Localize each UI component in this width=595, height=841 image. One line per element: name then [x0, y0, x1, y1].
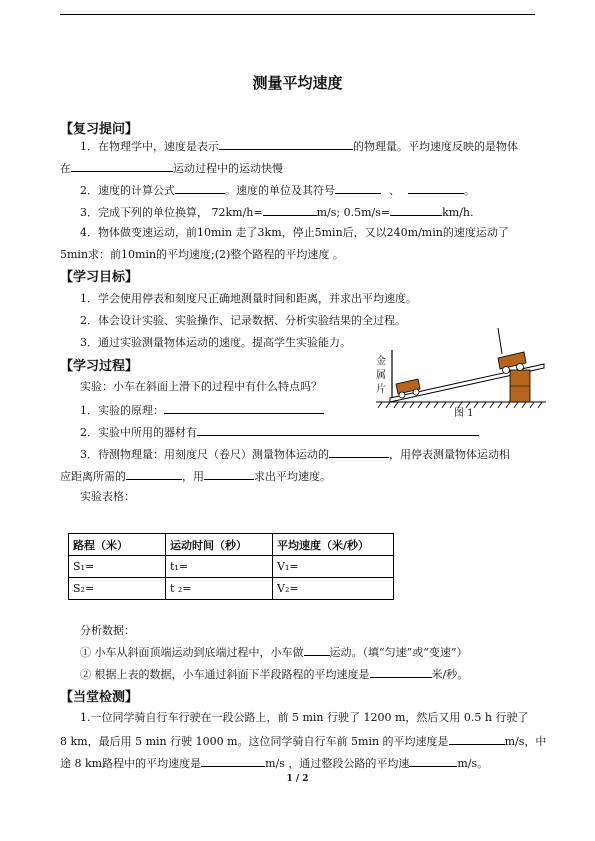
answer-blank[interactable] — [390, 204, 442, 216]
review-q1-text-c: 在 — [60, 162, 71, 175]
process-p2-text: 2．实验中所用的器材有 — [80, 426, 197, 439]
answer-blank[interactable] — [335, 182, 381, 194]
incline-figure — [368, 320, 548, 412]
answer-blank[interactable] — [263, 204, 317, 216]
table-cell[interactable]: S₂= — [69, 578, 166, 600]
experiment-table — [68, 533, 394, 600]
analysis-q1-text-a: ① 小车从斜面顶端运动到底端过程中，小车做 — [80, 646, 304, 659]
goal-item-3: 3．通过实验测量物体运动的速度。提高学生实验能力。 — [80, 336, 351, 349]
analysis-q1-line — [80, 644, 468, 660]
process-p3-line1 — [80, 446, 510, 462]
review-q4-line2: 5min求：前10min的平均速度;(2)整个路程的平均速度 。 — [60, 248, 344, 261]
answer-blank[interactable] — [201, 755, 265, 767]
answer-blank[interactable] — [219, 138, 353, 150]
answer-blank[interactable] — [197, 424, 479, 436]
figure-label-shu: 属 — [376, 370, 386, 381]
table-cell[interactable]: V₂= — [273, 578, 394, 600]
review-q1-text-a: 1．在物理学中，速度是表示 — [80, 140, 219, 153]
process-p3-text-b: ，用停表测量物体运动相 — [389, 448, 510, 461]
review-q4-line1: 4．物体做变速运动，前10min 走了3km，停止5min后，又以240m/min的速度运动了 — [80, 226, 509, 239]
section-goals-heading: 【学习目标】 — [60, 270, 139, 285]
process-p2-line — [80, 424, 479, 440]
review-q2-text-b: 。速度的单位及其符号 — [225, 184, 335, 197]
page-number: 1 / 2 — [286, 774, 309, 784]
section-check-heading: 【当堂检测】 — [60, 690, 139, 705]
table-header-time: 运动时间（秒） — [166, 534, 273, 556]
figure-label-jin: 金 — [376, 356, 386, 367]
check-q1-text-b: m/s，中 — [504, 735, 547, 748]
answer-blank[interactable] — [449, 733, 505, 745]
check-q1-line1: 1.一位同学骑自行车行驶在一段公路上，前 5 min 行驶了 1200 m，然后又用 0.5 h 行驶了 — [80, 711, 529, 724]
answer-blank[interactable] — [126, 468, 182, 480]
table-cell[interactable]: S₁= — [69, 556, 166, 578]
review-q3-text-b: m/s; 0.5m/s= — [316, 206, 391, 219]
review-q1-line1 — [80, 138, 518, 154]
review-q2-text-c: 、 — [389, 184, 400, 197]
check-q1-text-a: 8 km，最后用 5 min 行驶 1000 m。这位同学骑自行车前 5min 的平均速度是 — [60, 735, 449, 748]
goal-item-1: 1．学会使用停表和刻度尺正确地测量时间和距离，并求出平均速度。 — [80, 292, 417, 305]
process-p1-text: 1．实验的原理： — [80, 404, 164, 417]
answer-blank[interactable] — [204, 468, 254, 480]
table-row — [69, 578, 394, 600]
check-q1-text-d: m/s ，通过整段公路的平均速 — [265, 757, 410, 770]
table-cell[interactable]: V₁= — [273, 556, 394, 578]
review-q2-text-d: 。 — [464, 184, 475, 197]
review-q2-text-a: 2．速度的计算公式 — [80, 184, 175, 197]
answer-blank[interactable] — [71, 160, 173, 172]
check-q1-text-c: 途 8 km路程中的平均速度是 — [60, 757, 202, 770]
analysis-q2-text-b: 米/秒。 — [431, 668, 469, 681]
figure-caption: 图 1 — [454, 408, 474, 419]
review-q1-text-b: 的物理量。平均速度反映的是物体 — [353, 140, 518, 153]
check-q1-text-e: m/s。 — [457, 757, 489, 770]
table-label: 实验表格： — [80, 490, 135, 503]
answer-blank[interactable] — [175, 182, 225, 194]
process-p3-text-e: 求出平均速度。 — [254, 470, 331, 483]
goal-item-2: 2．体会设计实验、实验操作、记录数据、分析实验结果的全过程。 — [80, 314, 406, 327]
top-rule — [60, 14, 535, 15]
cart-top — [498, 328, 526, 374]
review-q1-text-d: 运动过程中的运动快慢 — [173, 162, 283, 175]
analysis-q2-text-a: ② 根据上表的数据，小车通过斜面下半段路程的平均速度是 — [80, 668, 370, 681]
section-review-heading: 【复习提问】 — [60, 122, 139, 137]
analysis-q2-line — [80, 666, 468, 682]
review-q3-text-c: km/h. — [442, 206, 474, 219]
check-q1-line3 — [60, 755, 488, 771]
answer-blank[interactable] — [329, 446, 389, 458]
answer-blank[interactable] — [164, 402, 324, 414]
answer-blank[interactable] — [408, 182, 464, 194]
table-cell[interactable]: t ₂= — [166, 578, 273, 600]
process-p3-text-a: 3．待测物理量：用刻度尺（卷尺）测量物体运动的 — [80, 448, 329, 461]
page-title: 测量平均速度 — [252, 74, 343, 92]
answer-blank[interactable] — [409, 755, 457, 767]
process-p3-text-c: 应距离所需的 — [60, 470, 126, 483]
table-row — [69, 556, 394, 578]
process-p3-text-d: ，用 — [182, 470, 204, 483]
check-q1-line2 — [60, 733, 546, 749]
review-q2-line — [80, 182, 475, 198]
analysis-q1-text-b: 运动。（填“匀速”或“变速”） — [329, 646, 468, 659]
process-p3-line2 — [60, 468, 331, 484]
analysis-label: 分析数据： — [80, 624, 135, 637]
process-p1-line — [80, 402, 324, 418]
answer-blank[interactable] — [304, 644, 330, 656]
review-q3-text-a: 3．完成下列的单位换算， 72km/h= — [80, 206, 263, 219]
table-header-row — [69, 534, 394, 556]
answer-blank[interactable] — [370, 666, 432, 678]
table-cell[interactable]: t₁= — [166, 556, 273, 578]
table-header-distance: 路程（米） — [69, 534, 166, 556]
section-process-heading: 【学习过程】 — [60, 359, 139, 374]
figure-label-pian: 片 — [376, 384, 386, 395]
process-intro: 实验：小车在斜面上滑下的过程中有什么特点吗？ — [80, 380, 322, 393]
table-header-speed: 平均速度（米/秒） — [273, 534, 394, 556]
review-q1-line2 — [60, 160, 283, 176]
review-q3-line — [80, 204, 473, 220]
